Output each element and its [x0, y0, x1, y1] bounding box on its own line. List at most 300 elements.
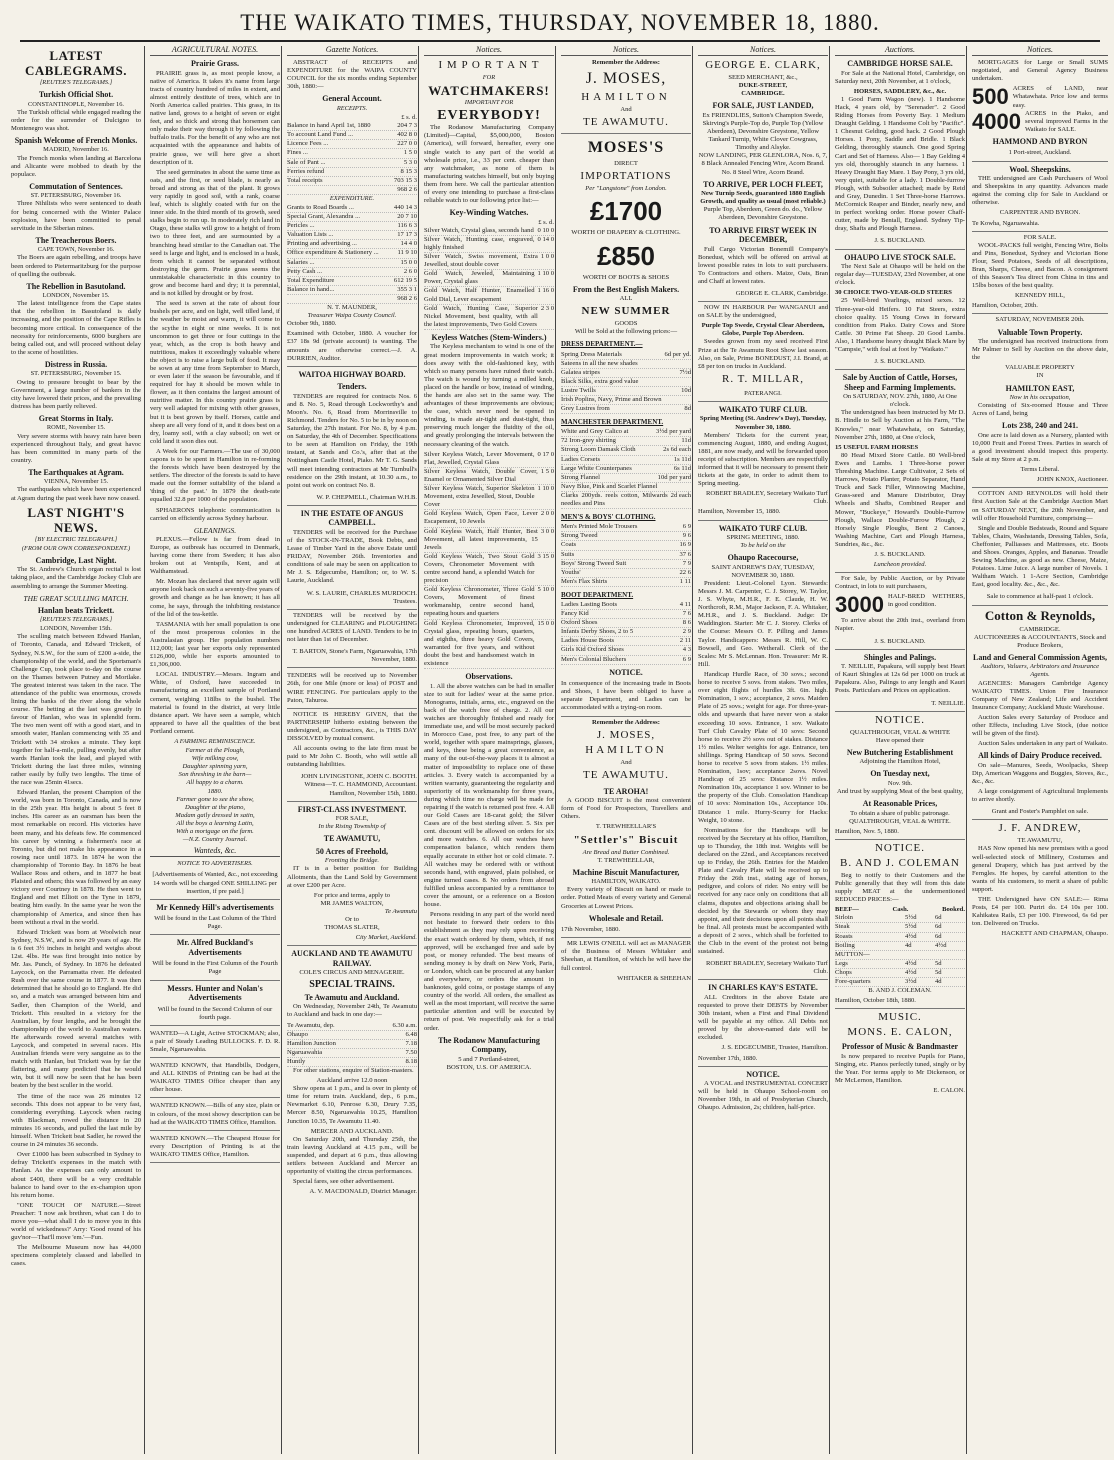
meat-row	[835, 969, 965, 978]
slater-location: City Market, Auckland.	[287, 932, 417, 946]
meat-row	[835, 914, 965, 923]
notice-title: NOTICE.	[746, 1069, 780, 1079]
ohaupo-sale-text: The Next Sale at Ohaupo will be held on the regular day—TUESDAY, 23rd November, at one o'clock.	[835, 263, 965, 287]
veal-name: QUALTHROUGH, VEAL & WHITE	[850, 728, 950, 736]
notices-header: Notices.	[698, 46, 828, 56]
prairie-text-1: PRAIRIE grass is, as most people know, a native of America. It takes it's name from large tracts of country hundred of miles in extent, and almost entirely destitute of trees, which are in North America called prairies. This grass, in its native land, grows to a height of seven or eight feet, and so thick and strong that horsemen can only make their way through it by following the buffalo trails. For the benefit of any who are not acquainted with the appearance and habits of prairie grass, we will here give a short description of it.	[150, 69, 280, 166]
boot-item-value: 4 3	[682, 646, 691, 654]
boot-item	[561, 619, 691, 628]
mens-item-value: 22 6	[679, 568, 691, 576]
meat-booked: 6d	[935, 923, 942, 931]
expenditure-row-value: 20 7 10	[397, 213, 417, 221]
cablegram-headline: The Earthquakes at Agram.	[28, 467, 124, 477]
keyless-watch-item-label: Silver Keyless Watch, Lever Movement, Flat, Jewelled, Crystal Glass	[424, 450, 535, 466]
cablegram-headline: Turkish Official Shot.	[38, 90, 114, 100]
bonedust-text: Full Cargo Victorian Bonemill Company's Bonedust, which will be offered on arrival at lowest possible rates in lots to suit purchasers. To Contractors and others. Maize, Oats, Bran and Chaff at lowest rates.	[698, 245, 828, 285]
expenditure-row	[287, 240, 417, 249]
timetable-row-value: 7.50	[405, 1048, 417, 1056]
aroha-text: A GOOD BISCUIT is the most convenient form of Food for Prospectors, Travellers and Others.	[561, 797, 691, 821]
wether-heading: HALF-BRED WETHERS, in good condition.	[887, 593, 965, 609]
dress-item	[561, 351, 691, 360]
meat-cut: Sirloin	[835, 914, 853, 922]
cablegram-text: The Turkish official while engaged reading the order for the surrender of Dulcigno to Montenegro was shot.	[11, 108, 141, 132]
te-awamutu-label: TE AWAMUTU.	[583, 116, 669, 129]
pamphlet-text: Grant and Foster's Pamphlet on sale.	[972, 806, 1108, 820]
dress-price-list	[561, 351, 691, 415]
timetable-row-label: Ohaupo	[287, 1030, 308, 1038]
notices-header: Notices.	[972, 46, 1108, 56]
timetable-row	[287, 1031, 417, 1040]
bread-butter: Are Bread and Butter Combined.	[582, 848, 670, 856]
town-property-title: Valuable Town Property.	[997, 327, 1083, 337]
watchmakers-title: WATCHMAKERS!	[428, 83, 550, 99]
timetable-row	[287, 1049, 417, 1058]
acres-label: 50 Acres of Freehold,	[315, 846, 389, 856]
gleaning-1: PLEXUS.—Fellow is far from dead in Europe, as outbreak has occurred in Denmark, having come there from Sweden; it has also broken out at Ventspils, Kent, and at Walthamstead.	[150, 535, 280, 576]
railway-title: AUCKLAND AND TE AWAMUTU RAILWAY.	[291, 949, 413, 968]
receipt-row-label: Ferries refund	[287, 167, 325, 175]
agricultural-header: AGRICULTURAL NOTES.	[150, 46, 280, 56]
poem-line: Farmer gone to see the show,	[176, 795, 254, 803]
news-credit: [BY ELECTRIC TELEGRAPH.]	[34, 535, 118, 543]
watch-item-value: 0 10 0	[537, 226, 554, 234]
cablegram-headline: The Treacherous Boers.	[35, 235, 117, 245]
race-date: NOVEMBER 30, 1880.	[731, 571, 795, 579]
manchester-item	[561, 437, 691, 446]
mens-item-value: 1 11	[679, 577, 691, 585]
receipt-row-value: 204 7 3	[397, 122, 417, 130]
receipt-row-label: To account Land Fund ...	[287, 131, 354, 139]
occupation: Now in his occupation,	[1009, 394, 1071, 401]
just-landed: FOR SALE, JUST LANDED,	[712, 101, 814, 111]
expenditure-row-value: 11 9 10	[397, 249, 417, 257]
general-account-title: General Account.	[322, 94, 382, 104]
town-text-2: One acre is laid down as a Nursery, planted with 10,000 Fruit and Forest Trees. Parties in search of a good investment should inspect this property. Sale at my Store at 2 p.m.	[972, 431, 1108, 464]
manchester-item-value	[688, 483, 691, 491]
news-credit-2: (FROM OUR OWN CORRESPONDENT.)	[21, 544, 131, 552]
nov-9: Nov. 9th.	[887, 779, 913, 787]
expenditure-row	[287, 259, 417, 268]
gleanings-title: GLEANINGS.	[193, 525, 237, 535]
lots-label: Lots 238, 240 and 241.	[1001, 421, 1078, 431]
turf-subtitle: Spring Meeting (St. Andrew's Day), Tuesday, November 30, 1880.	[699, 415, 827, 431]
walton-name: MR JAMES WALTON,	[320, 899, 384, 907]
sculling-headline: Hanlan beats Trickett.	[37, 605, 115, 615]
cablegram-headline: Spanish Welcome of French Monks.	[14, 135, 138, 145]
shingles-text: T. NEILLIE, Papakura, will supply best Heart of Kauri Shingles at 12s 6d per 1000 on truck at Papakura. Also, Palings to any length and Kauri Posts. Particulars and Prices on application.	[835, 663, 965, 695]
fencing-tender: TENDERS will be received up to November 26th, for one Mile (more or less) of POST and WIRE FENCING. For particulars apply to the Paton, Tahuroa.	[287, 670, 417, 708]
cablegram-text: The Boers are again rebelling, and troops have been ordered to Pietermaritzburg for the purpose of quelling the outbreak.	[11, 254, 141, 278]
advertisers-title: NOTICE TO ADVERTISERS.	[177, 860, 253, 868]
meat-header-cell: BEEF—	[835, 906, 859, 914]
meat-cash: 4½d	[905, 932, 917, 940]
coleman-sign: B. AND J. COLEMAN.	[868, 987, 932, 995]
observations-title: Observations.	[465, 672, 513, 682]
horse-list: 1 Good Farm Wagon (new). 1 Handsome Hack, 4 years old, by "Serenader". 2 Good Riding Horses from Poverty Bay. 1 Medium Draught Gelding. 1 Handsome Colt by "Pacific". 1 Chesnut Gelding, good hack. 2 Good Plough Horses. 1 Pony, Saddle and Bridle. 1 Black Gelding, thoroughly staunch. One good Spring Cart and Set of Harness. Also— 1 Bay Gelding 4 yrs old, thoroughly staunch in any harness. 1 Heavy Draught Bay Mare. 1 Bay Pony, 3 yrs old, very quiet, suitable for a lady. 1 Double-furrow Plough, with Subsoiler attached; made by Reid and Gray, Dunedin. 1 Set Three-horse Harrows. McCormick Reaper and Binder, nearly new, and in perfect working order. Horse power Chaff-cutter, made by Bentall, England. Sydney Tip-dray, Shafts and Plough Harness.	[835, 95, 965, 233]
saturday-sales: Auction Sales every Saturday of Produce and other Effects, including Live Stock, (due notice will be given of the first).	[972, 713, 1108, 738]
oneill-text: MR LEWIS O'NEILL will act as MANAGER of the Business of Messrs Whitaker and Sheehan, at Hamilton, of which he will have the full control.	[561, 940, 691, 972]
cablegram-headline: Distress in Russia.	[44, 359, 108, 369]
railway-text-2: For other stations, enquire of Station-masters.	[293, 1067, 414, 1074]
mens-item-label: Suits	[561, 550, 575, 558]
keyless-watch-item-label: Gold Keyless Chronometer, Three Gold Covers, Movement of finest workmanship, centre second hand, repeating hours and quarters	[424, 586, 535, 618]
mens-item	[561, 523, 691, 532]
observations-text-2: Persons residing in any part of the world need not hesitate to forward their orders to this establishment as they may rely upon receiving the exact watch ordered by them, which, if not approved, will be exchanged free and safe by post, or money refunded. The best means of sending money is by draft on New York, Paris, or London, which can be procured at any banker and everywhere, or orders the amount in banknotes, gold coins, or postage stamps of any country of the world. All orders, the smallest as well as the most important, will receive the same particular attention and will be executed by return of post. We respectfully ask for a trial order.	[424, 911, 554, 1032]
and-label-2: And	[620, 758, 632, 766]
wool-title: Wool. Sheepskins.	[1009, 164, 1071, 174]
for-sale-label: FOR SALE.	[1023, 233, 1057, 241]
expenditure-row-label: Total Expenditure	[287, 276, 335, 284]
cablegram-dateline: ST. PETERSBURG, November 15.	[30, 370, 122, 378]
timetable	[287, 1022, 417, 1067]
consign-text: On sale—Manures, Seeds, Woolpacks, Sheep Dip, American Waggons and Buggies, Stoves, &c., &c., &c.	[972, 761, 1108, 785]
commission-agents: Land and General Commission Agents,	[972, 652, 1108, 662]
cablegram-text: Owing to pressure brought to bear by the Government, a large number of bankers in the city have lowered their prices, and the prevailing distress has been partly relieved.	[11, 378, 141, 410]
boot-item-label: Fancy Kid	[561, 610, 589, 618]
meat-cut: MUTTON—	[835, 950, 870, 958]
hamilton-label: HAMILTON	[581, 91, 671, 104]
direct-label: DIRECT	[614, 160, 638, 168]
meat-header-cell: Cash.	[892, 906, 909, 914]
timetable-row	[287, 1040, 417, 1049]
company-name: The Rodanow Manufacturing Company,	[438, 1035, 540, 1055]
manchester-item	[561, 483, 691, 492]
keyless-watch-item-value: 5 10 0	[537, 586, 554, 594]
wanted-ad-3: WANTED KNOWN.—Bills of any size, plain or in colours, of the most showy description can be had at the WAIKATO TIMES Office, Hamilton.	[150, 1100, 280, 1130]
boot-item-label: Ladies House Boots	[561, 637, 615, 645]
timetable-row	[287, 1058, 417, 1067]
clark-sign: GEORGE E. CLARK, Cambridge.	[698, 288, 828, 302]
watch-item	[424, 287, 554, 304]
acres-4000-text: ACRES in the Piako, and several improved Farms in the Waikato for SALE.	[1024, 109, 1108, 133]
keyless-watch-item	[424, 586, 554, 619]
drapery-label: WORTH OF DRAPERY & CLOTHING.	[571, 229, 681, 237]
expenditure-row-value: 116 6 3	[397, 222, 417, 230]
carpenter-byron: CARPENTER AND BYRON.	[999, 209, 1081, 217]
manchester-department-title: MANCHESTER DEPARTMENT.	[561, 418, 664, 427]
dress-item	[561, 405, 691, 414]
receipt-row-label: Sale of Pant ...	[287, 158, 326, 166]
plough-tender: TENDERS will be received by the undersigned for CLEARING and PLOUGHING one hundred ACRES of LAND. Tenders to be in not later than 1st of December.	[287, 611, 417, 644]
timetable-row-value: 7.18	[405, 1039, 417, 1047]
landed-list: Ex FRIENDLIES, Sutton's Champion Swede, Skirving's Purple-Top do, Purple Top (Yellow Aberdeen), Devonshire Greystone, Yellow Tankard Turnip, White Clover Cowgrass, Timothy and Alsyke.	[702, 111, 824, 152]
poem-line: All happy to a charm.	[186, 779, 244, 787]
sculling-title: THE GREAT SCULLING MATCH.	[23, 593, 129, 603]
remember-label-2: Remember the Address:	[592, 718, 660, 726]
ohaupo-racecourse: Ohaupo Racecourse,	[727, 553, 799, 563]
railway-text-4: On Saturday 20th, and Thursday 25th, the train leaving Auckland at 4.15 p.m., will be suspended, and depart at 6 p.m., thus allowing settlers between Auckland and Mercer an opportunity of visiting the circus performances.	[287, 1135, 417, 1176]
trew-location: HAMILTON, WAIKATO.	[591, 878, 661, 886]
auctions-header: Auctions.	[835, 46, 965, 56]
dress-item	[561, 378, 691, 387]
mens-item-value: 7 9	[682, 559, 691, 567]
kay-estate-text: ALL Creditors in the above Estate are requested to prove their DEBTS by November 30th instant, when a First and Final Dividend will be payable at my office. All Debts not proved by the above-named date will be excluded.	[698, 993, 828, 1042]
railway-sign: A. V. MACDONALD, District Manager.	[309, 1188, 417, 1196]
dress-item-label: Irish Poplins, Navy, Prime and Brown	[561, 396, 662, 403]
cablegram-text: The French monks when landing at Barcelona and Alicante were mobbed to death by the populace.	[11, 154, 141, 178]
professor-title: Professor of Music & Bandmaster	[841, 1042, 959, 1052]
railway-text: On Wednesday, November 24th, Te Awamutu to Auckland and back in one day:—	[287, 1003, 417, 1019]
turf-club-title: WAIKATO TURF CLUB.	[718, 404, 808, 414]
news-text: The St. Andrew's Church organ recital is lost taking place, and the Cambridge Jockey Club are assembling to arrange the Summer Meeting.	[11, 566, 141, 590]
agencies-text: AGENCIES: Managers Cambridge Agency WAIKATO TIMES. Union Fire Insurance Company of New Zealand; Life and Accident Insurance Company; Auckland Music Warehouse.	[972, 679, 1108, 711]
buckland-sign-2: J. S. BUCKLAND.	[835, 356, 965, 370]
notice-title: NOTICE.	[609, 667, 643, 677]
keyless-watch-item-value: 2 0 0	[540, 510, 554, 518]
shingles-title: Shingles and Palings.	[863, 652, 937, 662]
keyless-watch-item-label: Silver Keyless Watch, Superior Skeleton Movement, extra Jewelled, Stout, Double Cover	[424, 485, 535, 509]
dress-department-title: DRESS DEPARTMENT.—	[561, 340, 643, 349]
watch-item-label: Gold Watch, Jeweled, Maintaining Power, Crystal glass	[424, 270, 535, 286]
auckland-arrival: Auckland arrive 12.0 noon	[316, 1077, 388, 1085]
held-on: To be held on the	[740, 542, 786, 550]
mens-item-label: Boys' Strong Tweed Suit	[561, 559, 627, 567]
watch-item-value: 2 3 0	[540, 304, 554, 312]
boot-item	[561, 646, 691, 655]
dress-item-value: 10d	[681, 386, 691, 394]
poem-line: Son threshing in the barn—	[178, 771, 252, 779]
cotton-reynolds-sale: Sale to commence at half-past 1 o'clock.	[972, 591, 1108, 605]
neillie-sign: T. NEILLIE.	[835, 698, 965, 712]
andrew-name: J. F. ANDREW,	[998, 822, 1082, 835]
turf-text: Members' Tickets for the current year, commencing August, 1880, and ending August, 1881, are now ready, and will be forwarded upon receipt of subscription. Members are respectfully informed that it will be necessary to present their tickets at the gate, in order to admit them to Spring meeting.	[698, 431, 828, 488]
expenditure-row-label: Petty Cash ...	[287, 267, 322, 275]
boot-item-value: 8 6	[682, 619, 691, 627]
notice-title-2: NOTICE.	[874, 841, 926, 854]
manchester-item-value: 11d	[681, 437, 691, 445]
receipt-row-value: 968 2 6	[397, 185, 417, 193]
cablegrams-credit: [REUTER'S TELEGRAMS.]	[39, 79, 113, 86]
te-awamutu-label-2: TE AWAMUTU.	[583, 768, 669, 781]
keyless-watch-item-value: 1 5 0	[540, 467, 554, 475]
manchester-item-value: 6s 11d	[673, 464, 691, 472]
dress-item-value	[688, 378, 691, 386]
receipt-row	[287, 168, 417, 177]
bradley-sign-2: ROBERT BRADLEY, Secretary Waikato Turf Club.	[698, 958, 828, 980]
meat-row	[835, 942, 965, 951]
column-rule	[144, 46, 145, 1454]
notices-header: Notices.	[561, 46, 691, 56]
column-watches	[421, 46, 557, 1454]
boot-price-list	[561, 601, 691, 665]
expenditure-row-value: 968 2 6	[397, 294, 417, 302]
poem-line: All the boys a learning Latin,	[176, 819, 254, 827]
importations-title: IMPORTATIONS	[580, 170, 672, 183]
lsd-label: £ s. d.	[538, 218, 554, 226]
gleaning-4: LOCAL INDUSTRY.—Messrs. Ingram and White, of Oxford, have succeeded in manufacturing an excellent sample of Portland cement, weighing 118lbs to the bushel. The material is found in the district, at very little distance apart. We have seen a sample, which appeared to have all the qualities of the best Portland cement.	[150, 671, 280, 735]
watch-item-value: 0 14 0	[537, 235, 554, 243]
new-summer-title: NEW SUMMER	[581, 305, 671, 318]
receipt-row	[287, 159, 417, 168]
manchester-item	[561, 474, 691, 483]
expenditure-row	[287, 268, 417, 277]
meat-cut: Boiling	[835, 941, 855, 949]
calon-sign: E. CALON.	[933, 1087, 965, 1095]
watch-intro: The Rodanow Manufacturing Company (Limited)—Capital, $5,000,000, Boston (America), will forward, hereafter, every one single watch to any part of the world at wholesale price, i.e., 33 per cent. cheaper than any watchmaker, as none of them is manufacturing watches himself, but only buying them from here. We call the particular attention of every one intending to purchase a first-class reliable watch to our following price list:—	[424, 124, 554, 205]
expenditure-row-label: Printing and advertising ...	[287, 240, 357, 248]
trew-name-2: T. TREWHEELLAR,	[597, 856, 655, 864]
cablegram-text: The latest intelligence from the Cape states that the rebellion in Basutoland is daily increasing, and the position of the Cape Rifles is becoming more critical. In consequence of the necessity for reinforcements, 6000 burghers are being called out, and will proceed without delay to the scene of hostilities.	[11, 300, 141, 356]
acres-500-number: 500	[972, 84, 1009, 110]
cattle-sale-title: Sale by Auction of Cattle, Horses, Sheep and Farming Implements.	[842, 373, 958, 392]
watch-item-label: Silver Watch, Swiss movement, Extra Jewelled, stout double cover	[424, 253, 538, 269]
manchester-item-label: Strong Flannel	[561, 473, 601, 481]
mens-item	[561, 569, 691, 578]
boot-item	[561, 628, 691, 637]
boot-item	[561, 637, 691, 646]
meat-cash: 5½d	[905, 923, 917, 931]
everybody-title: EVERYBODY!	[437, 108, 541, 124]
column-gazette	[284, 46, 420, 1454]
investment-title: FIRST-CLASS INVESTMENT.	[297, 804, 407, 814]
dress-item	[561, 369, 691, 378]
manchester-item	[561, 465, 691, 474]
mercer-title: MERCER AND AUCKLAND.	[310, 1127, 394, 1135]
manchester-item-label: Clarks 200yds. reels cotton, Milwards needles and Pins	[561, 491, 668, 508]
now-landing: NOW LANDING, PER GLENLORA, Nos. 6, 7, 8 Black Annealed Fencing Wire, Acorn Brand. No. 8 Steel Wire, Acorn Brand.	[698, 152, 828, 176]
route-title: Te Awamutu and Auckland.	[304, 992, 400, 1002]
column-auctions	[832, 46, 968, 1454]
mens-price-list	[561, 523, 691, 587]
keyless-price-list	[424, 451, 554, 669]
veal-sign: QUALTHROUGH, VEAL & WHITE.	[849, 817, 951, 825]
treasurer-role: Treasurer Waipa County Council.	[307, 312, 397, 320]
spring-meeting: SPRING MEETING, 1880.	[726, 534, 800, 542]
turnip-seeds: New Turnip Seeds, guaranteed 1880 English Growth, and quality as usual (most reliable.)	[700, 190, 826, 206]
knox-sign: JOHN KNOX, Auctioneer.	[972, 474, 1108, 488]
gleaning-3: TASMANIA with her small population is one of the most prosperous colonies in the Australasian group. Her population numbers 112,000; last year her exports only represented £126,000, while her exports amounted to £1,306,000.	[150, 620, 280, 669]
important-label: I M P O R T A N T	[438, 59, 540, 72]
ohaupo-sale-title: OHAUPO LIVE STOCK SALE.	[844, 252, 956, 262]
ohaupo-list: 25 Well-bred Yearlings, mixed sexes. 12 Three-year-old Heifers. 10 Fat Steers, extra choice quality. 15 Young Cows in forward condition from Piako. Dairy Cows and Store Cattle. 30 Prime Fat Sheep. 20 Good Lambs. Also, 1 Handsome heavy draught Black Mare by "Campsie," with foal at foot by "Waikato."	[835, 297, 965, 353]
hamilton-label-2: HAMILTON	[585, 743, 667, 756]
notice-title: NOTICE.	[874, 713, 926, 726]
cotton-reynolds-title: Cotton & Reynolds,	[984, 607, 1096, 623]
filler-text: "ONE TOUCH OF NATURE.—Street Preacher: 'I now ask brethren, what can I do to move you—what shall I do to move you in this world of wickedness?' Arry: 'Good round of his guv'nor—That'll move 'em.'—Fun.	[11, 1201, 141, 1242]
moses-name: J. MOSES,	[585, 70, 667, 88]
mortgages-text: MORTGAGES for Large or Small SUMS negotiated, and General Agency Business undertaken.	[972, 59, 1108, 83]
masthead: THE WAIKATO TIMES, THURSDAY, NOVEMBER 18, 1880.	[20, 10, 1100, 42]
tenders-title: Tenders.	[337, 382, 367, 392]
tuesday-next: On Tuesday next,	[870, 769, 930, 779]
auditors-label: Auditors, Valuers, Arbitrators and Insurance Agents.	[980, 663, 1100, 679]
boot-item-label: Men's Colonial Bluchers	[561, 655, 627, 663]
sculling-text-3: Edward Trickett was born at Woolwich near Sydney, N.S.W., and is now 29 years of age. He is 6 feet 3½ inches in height and weighs about 12st. 4lbs. He was first brought into notice by Mr. Jas. Punch, of Sydney. In 1876 he defeated Laycock, on the Parramatta river. He defeated Rush over the same course in 1877. It was then determined that he should go to England. He did so, and a match was arranged between him and Sadler, then Champion of the World, and Trickett. This resulted in a victory for the Australian, by four lengths, and he brought the championship of the world to Australian waters. He afterwards rowed several matches with Laycock, and competed in several races. His Australian friends were very sanguine as to the match with Hanlan, but Trickett was by far the flattering, and many predicted that he would win, but it will now be seen that he has been beaten by the best sculler in the world.	[11, 928, 141, 1090]
calon-text: Is now prepared to receive Pupils for Piano, Singing, etc. Pianos perfectly tuned, singly or by the Year. For terms apply to Mr Dickenson, or Mr McLernon, Hamilton.	[835, 1052, 965, 1085]
poem-line: With a mortgage on the farm.	[176, 828, 254, 836]
keyless-watch-item	[424, 468, 554, 485]
cattle-sale-date: On SATURDAY, NOV. 27th, 1880, At One o'clock.	[843, 393, 957, 409]
mens-item	[561, 551, 691, 560]
hunter-nolan-title: Messrs. Hunter and Nolan's Advertisements	[167, 983, 263, 1003]
key-winding-title: Key-Winding Watches.	[449, 208, 529, 218]
meat-cash: 4½d	[905, 968, 917, 976]
expenditure-row	[287, 277, 417, 286]
partnership-sign: JOHN LIVINGSTONE, JOHN C. BOOTH. Witness—T. C. HAMMOND, Accountant. Hamilton, November 15th, 1880.	[287, 771, 417, 801]
keyless-watch-item-label: Gold Keyless Watch, Half Hunter, Best Movement, all latest improvements, 15 Jewels	[424, 527, 538, 551]
walton-location: Te Awamutu	[384, 907, 417, 915]
boot-item-label: Ladies Lasting Boots	[561, 600, 618, 608]
veal-text-4: To obtain a share of public patronage.	[850, 809, 950, 817]
turf-club-title-2: WAIKATO TURF CLUB.	[718, 523, 808, 533]
boot-item-label: Infants Derby Shoes, 2 to 5	[561, 628, 634, 636]
keyless-watch-item-label: Gold Keyless Watch, Two Stout Gold Covers, Chronometer Movement with centre second hand, a splendid Watch for precision	[424, 552, 535, 585]
turnip-list: Purple Top, Aberdeen, Green do. do., Yellow Aberdeen, Devonshire Greystone.	[703, 206, 823, 222]
mens-item	[561, 532, 691, 541]
receipt-row-value: 8 15 3	[400, 167, 417, 175]
horses-heading: HORSES, SADDLERY, &c., &c.	[853, 87, 947, 95]
keyless-watch-item-label: Gold Keyless Watch, Open Face, Lever Escapement, 10 Jewels	[424, 510, 538, 526]
treasurer-name: N. T. MAUNDER,	[327, 304, 377, 312]
buckland-title: Mr. Alfred Buckland's Advertisements	[176, 938, 254, 957]
expenditure-row	[287, 231, 417, 240]
cotton-reynolds-text: COTTON AND REYNOLDS will hold their first Auction Sale at the Cambridge Auction Mart on SATURDAY NEXT, the 20th November, and will offer Household Furniture, comprising—	[972, 490, 1108, 522]
trew-date: 17th November, 1880.	[561, 924, 691, 938]
keyless-title: Keyless Watches (Stem-Winders.)	[431, 332, 547, 342]
farm-horses: 15 USEFUL FARM HORSES	[835, 443, 919, 451]
sculling-dateline: LONDON, November 15th.	[40, 625, 112, 633]
manchester-item-value: 3½d per yard	[656, 428, 691, 436]
andrew-text: HAS Now opened his new premises with a good well-selected stock of Millinery, Costumes and general Drapery, which has just arrived by the Ferngles. He hopes, by careful attention to the wants of his customers, to merit a share of public support.	[972, 845, 1108, 893]
keyless-watch-item	[424, 485, 554, 510]
investment-apply: For price and terms, apply to	[313, 891, 391, 899]
keyless-watch-item	[424, 620, 554, 670]
expenditure-row-label: Pericles ...	[287, 222, 315, 230]
goods-label: GOODS	[614, 320, 638, 328]
receipt-row-label: Total receipts	[287, 176, 323, 184]
concert-text: A VOCAL and INSTRUMENTAL CONCERT will be held in Ohaupo School-room on November 19th, in aid of Presbyterian Church, Ohaupo. Admission, 2s; children, half-price.	[698, 1080, 828, 1112]
poem-line: 1880.	[207, 787, 223, 795]
sales-undertaken: Auction Sales undertaken in any part of Waikato.	[978, 740, 1108, 748]
timetable-row-label: Huntly	[287, 1057, 306, 1065]
poem-line: Daughter spinning yarn,	[182, 763, 248, 771]
trew-text: Every variety of Biscuit on hand or made to order. Potted Meats of every variety and General Groceries at Lowest Prices.	[561, 886, 691, 910]
manchester-item-value: 2s 6d each	[663, 446, 691, 454]
trustees-sign: W. S. LAURIE, CHARLES MURDOCH. Trustees.	[287, 588, 417, 610]
hamilton-east: HAMILTON EAST,	[1005, 383, 1075, 393]
expenditure-row	[287, 222, 417, 231]
and-label: And	[620, 106, 632, 114]
boots-label: WORTH OF BOOTS & SHOES	[582, 273, 670, 281]
drapery-amount: £1700	[589, 196, 663, 227]
meat-row	[835, 923, 965, 932]
race-day: SAINT ANDREW'S DAY, TUESDAY,	[711, 563, 815, 571]
aroha-title: TE AROHA!	[603, 786, 649, 796]
manchester-item-value: 1s 11d	[673, 455, 691, 463]
timetable-row-value: 6.30 a.m.	[392, 1021, 417, 1029]
boot-item-label: Girls Kid Oxford Shoes	[561, 646, 624, 654]
horse-sale-text: For Sale at the National Hotel, Cambridge, on Saturday next, 20th November, at 1 o'clock,	[835, 69, 965, 85]
settlers-biscuit: "Settler's" Biscuit	[573, 833, 679, 846]
column-cablegrams	[8, 46, 144, 1454]
railway-text-5: Special fares, see other advertisement.	[293, 1178, 395, 1186]
news-headline: Cambridge, Last Night.	[35, 555, 117, 565]
cablegram-dateline: CONSTANTINOPLE, November 16.	[27, 100, 125, 108]
meat-row	[835, 951, 965, 960]
meat-booked: 6d	[935, 914, 942, 922]
sculling-text: The sculling match between Edward Hanlan, of Toronto, Canada, and Edward Trickett, of Sydney, N.S.W., for the sum of £200 a-side, the championship of the world, and the Sportsman's Challenge Cup, took place to-day on the course on the Thames between Putney and Mortlake. The greatest interest was taken in the race. The attendance of the public was enormous, crowds lining the banks of the river along the whole course. The betting at the last was greatly in favour of Hanlan, who was in splendid form. The two men went off with a good start, and in smooth water, Hanlan commencing with 35 and Trickett with 34 strokes a minute. They kept together for half-a-mile, pulling evenly, but after wards Hanlan took the lead, and played with Trickett during the last three miles, winning rather easily by fully two lengths. The time of the race was 25min 41secs.	[11, 633, 141, 786]
watch-item	[424, 253, 554, 270]
gleaning-2: Mr. Mozan has declared that never again will anyone look back on such a seventy-five years of growth and change as he has known; it has all come, he says, through the inhibiting resistance of the lid of the tea-kettle.	[150, 578, 280, 618]
cablegrams-title: LATEST CABLEGRAMS.	[25, 48, 127, 78]
dress-item	[561, 387, 691, 396]
poem-line: Daughter at the piano,	[184, 803, 246, 811]
calon-name: MONS. E. CALON,	[847, 1026, 953, 1039]
expenditure-row	[287, 213, 417, 222]
boot-item-value: 7 6	[682, 610, 691, 618]
veal-text-2: Adjoining the Hamilton Hotel,	[859, 758, 941, 766]
kay-estate-title: IN CHARLES KAY'S ESTATE.	[708, 983, 818, 993]
